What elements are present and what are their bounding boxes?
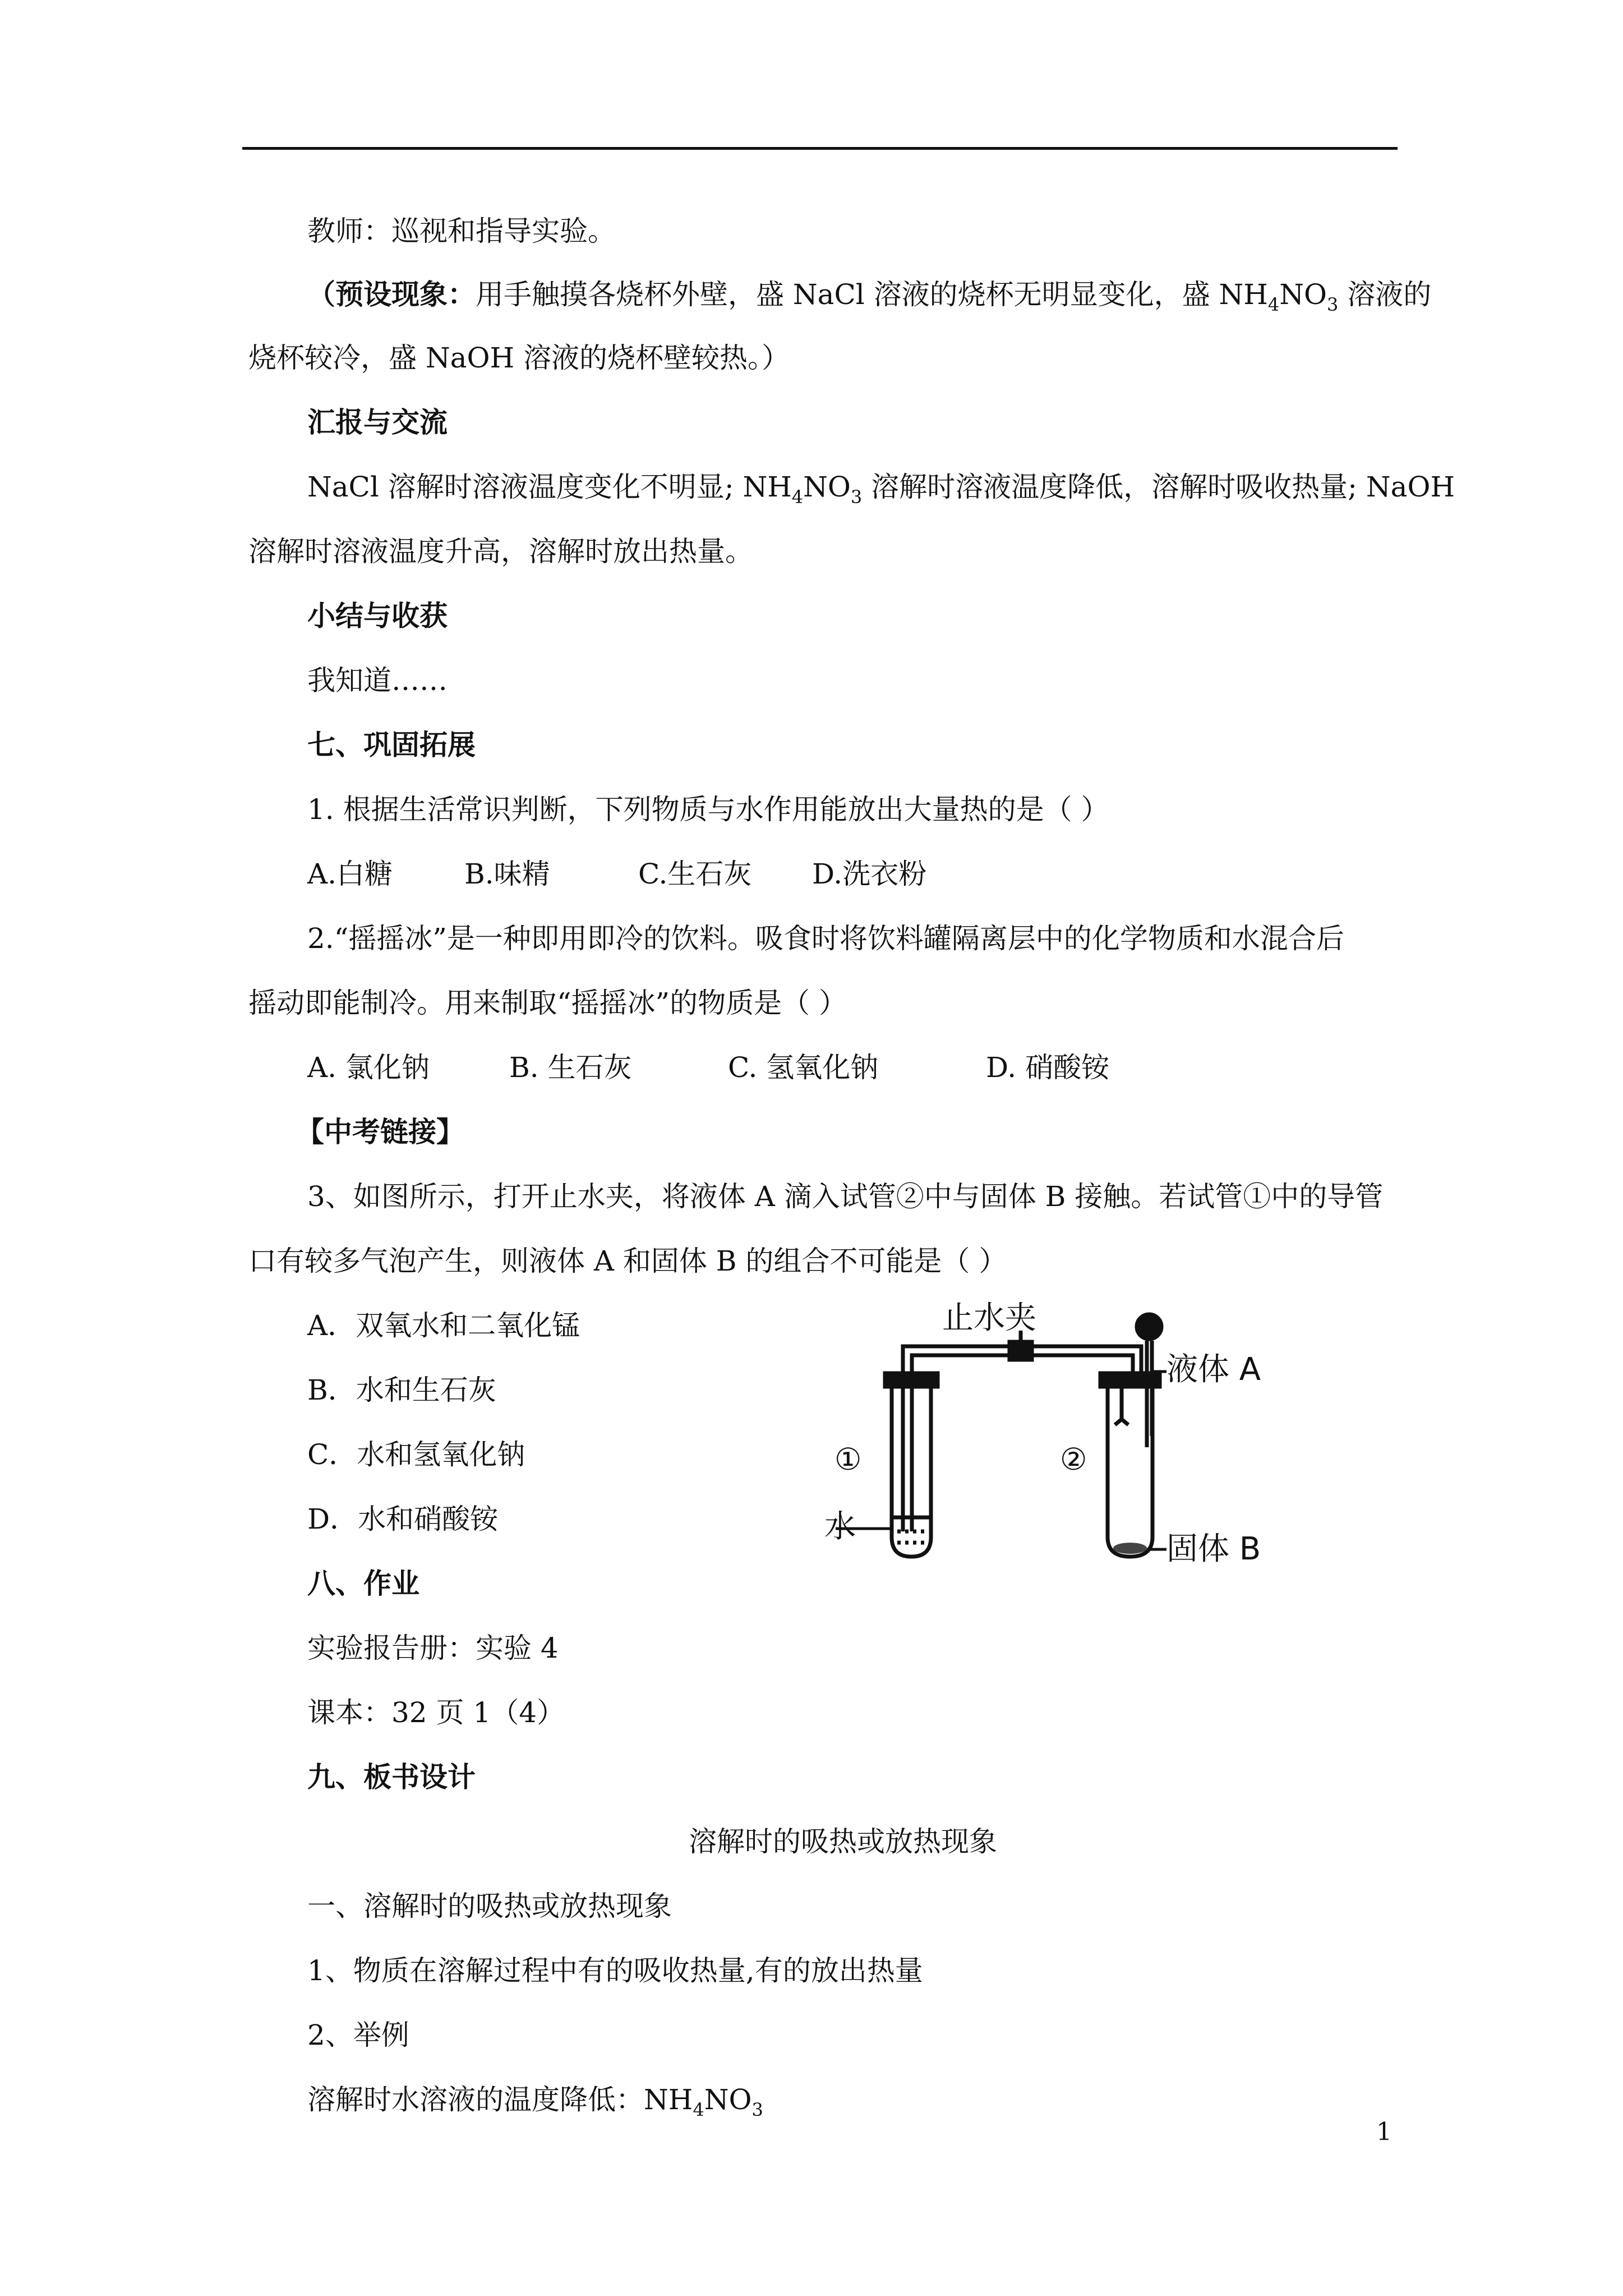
- connecting-tube: [903, 1331, 1141, 1374]
- q2-option-d: D. 硝酸铵: [986, 1051, 1110, 1084]
- paragraph-report-cont: 溶解时溶液温度升高，溶解时放出热量。: [248, 535, 753, 568]
- q3-option-b: B．水和生石灰: [307, 1374, 496, 1406]
- homework-1: 实验报告册：实验 4: [307, 1632, 559, 1664]
- liquid-a-label: 液体 A: [1166, 1351, 1261, 1388]
- heading-report: 汇报与交流: [307, 406, 448, 439]
- paragraph-report: NaCl 溶解时溶液温度变化不明显; $NH_4NO_3$ 溶解时溶液温度降低，溶解时吸收热量; NaOH: [307, 471, 1455, 508]
- heading-section-eight: 八、作业: [307, 1567, 419, 1600]
- paragraph-i-know: 我知道……: [307, 664, 448, 697]
- experiment-apparatus-figure: [808, 1301, 1346, 1582]
- tube-1-label: ①: [834, 1442, 862, 1477]
- q1-option-d: D.洗衣粉: [812, 858, 927, 890]
- homework-2: 课本：32 页 1（4）: [307, 1696, 565, 1729]
- question-2-options: [307, 1051, 1109, 1084]
- question-1-options: [307, 857, 926, 891]
- question-3: 3、如图所示，打开止水夹，将液体 A 滴入试管②中与固体 B 接触。若试管①中的导管: [307, 1180, 1384, 1213]
- paragraph-teacher: 教师：巡视和指导实验。: [307, 215, 616, 247]
- question-1: 1. 根据生活常识判断，下列物质与水作用能放出大量热的是（ ）: [307, 793, 1109, 826]
- clamp-label: 止水夹: [942, 1301, 1036, 1336]
- board-line-4: 溶解时水溶液的温度降低：$NH_4NO_3$: [307, 2083, 763, 2120]
- board-line-2: 1、物质在溶解过程中有的吸收热量,有的放出热量: [307, 1954, 923, 1987]
- board-line-1: 一、溶解时的吸热或放热现象: [307, 1890, 672, 1922]
- heading-section-nine: 九、板书设计: [307, 1760, 476, 1793]
- q3-option-a: A．双氧水和二氧化锰: [307, 1309, 580, 1342]
- heading-exam-link: 【中考链接】: [296, 1115, 464, 1148]
- test-tube-2: [1100, 1314, 1161, 1557]
- q1-option-b: B.味精: [464, 858, 550, 890]
- question-2-cont: 摇动即能制冷。用来制取“摇摇冰”的物质是（ ）: [248, 987, 847, 1019]
- heading-summary: 小结与收获: [307, 599, 448, 632]
- board-line-3: 2、举例: [307, 2019, 409, 2051]
- heading-section-seven: 七、巩固拓展: [307, 728, 476, 761]
- paragraph-preset-phenomenon: （预设现象：用手触摸各烧杯外壁，盛 NaCl 溶液的烧杯无明显变化，盛 $NH_4NO_3$ 溶液的: [307, 278, 1432, 315]
- header-rule: [242, 147, 1398, 150]
- tube-2-label: ②: [1060, 1442, 1087, 1477]
- water-label: 水: [824, 1508, 856, 1545]
- solid-b-label: 固体 B: [1166, 1531, 1261, 1567]
- q1-option-c: C.生石灰: [638, 858, 752, 890]
- test-tube-1: [885, 1373, 938, 1557]
- q2-option-a: A. 氯化钠: [307, 1051, 430, 1084]
- question-3-cont: 口有较多气泡产生，则液体 A 和固体 B 的组合不可能是（ ）: [248, 1245, 1007, 1277]
- board-title: 溶解时的吸热或放热现象: [689, 1825, 997, 1858]
- q3-option-c: C．水和氢氧化钠: [307, 1438, 525, 1471]
- paragraph-preset-phenomenon-cont: 烧杯较冷，盛 NaOH 溶液的烧杯壁较热。）: [248, 342, 790, 374]
- q1-option-a: A.白糖: [307, 858, 393, 890]
- q3-option-d: D．水和硝酸铵: [307, 1503, 499, 1535]
- q2-option-c: C. 氢氧化钠: [728, 1051, 879, 1084]
- q2-option-b: B. 生石灰: [509, 1051, 632, 1084]
- question-2: 2.“摇摇冰”是一种即用即冷的饮料。吸食时将饮料罐隔离层中的化学物质和水混合后: [307, 922, 1344, 955]
- page-number: 1: [1376, 2118, 1392, 2146]
